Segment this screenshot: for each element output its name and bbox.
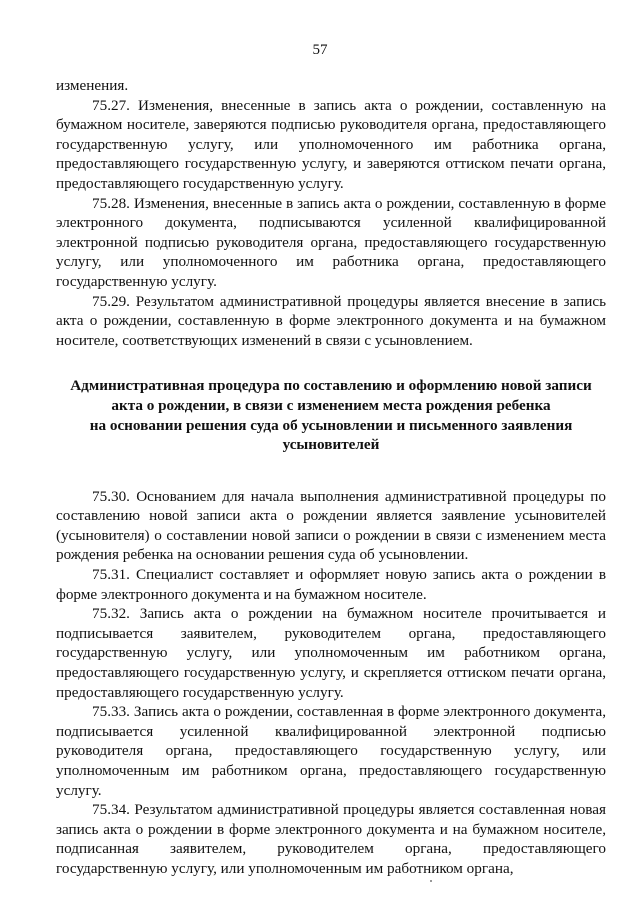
top-paragraphs: [56, 76, 606, 350]
paragraph-p1: 75.27. Изменения, внесенные в запись акта о рождении, составленную на бумажном носителе, заверяются подписью руководителя органа, предоставляющего государственную услугу, или уполномоченного им работника органа, предоставляющего государственную услугу, и заверяются оттиском печати органа, предоставляющего государственную услугу.: [56, 96, 606, 192]
scan-speck: [430, 880, 432, 882]
paragraph-p0: изменения.: [56, 77, 129, 94]
document-body: [56, 76, 606, 879]
section-heading: [56, 376, 606, 454]
paragraph-p7: 75.33. Запись акта о рождении, составленная в форме электронного документа, подписывается усиленной квалифицированной электронной подписью руководителя органа, предоставляющего государственную услугу, или уполномоченным им работником органа, предоставляющего государственную услугу.: [56, 703, 606, 799]
heading-line: усыновителей: [282, 436, 380, 454]
paragraph-p4: 75.30. Основанием для начала выполнения административной процедуры по составлению новой записи акта о рождении является заявление усыновителей (усыновителя) о составлении новой записи о рождении в связи с изменением места рождения ребенка на основании решения суда об усыновлении.: [56, 487, 606, 564]
paragraph-p3: 75.29. Результатом административной процедуры является внесение в запись акта о рождении, составленную в форме электронного документа и на бумажном носителе, соответствующих изменений в связи с усыновлением.: [56, 292, 606, 349]
paragraph-p6: 75.32. Запись акта о рождении на бумажном носителе прочитывается и подписывается заявителем, руководителем органа, предоставляющего государственную услугу, или уполномоченным им работником органа, предоставляющего государственную услугу, и скрепляется оттиском печати органа, предоставляющего государственную услугу.: [56, 605, 606, 701]
page-number: 57: [312, 42, 328, 58]
heading-line: акта о рождении, в связи с изменением места рождения ребенка: [111, 396, 551, 414]
heading-line: на основании решения суда об усыновлении и письменного заявления: [89, 416, 573, 434]
heading-line: Административная процедура по составлению и оформлению новой записи: [70, 377, 592, 395]
paragraph-p8: 75.34. Результатом административной процедуры является составленная новая запись акта о рождении в форме электронного документа и на бумажном носителе, подписанная заявителем, руководителем органа, предоставляющего государственную услугу, или уполномоченным им работником органа,: [56, 801, 606, 877]
bottom-paragraphs: [56, 487, 606, 879]
paragraph-p5: 75.31. Специалист составляет и оформляет новую запись акта о рождении в форме электронного документа и на бумажном носителе.: [56, 566, 606, 603]
paragraph-p2: 75.28. Изменения, внесенные в запись акта о рождении, составленную в форме электронного документа, подписываются усиленной квалифицированной электронной подписью руководителя органа, предоставляющего государственную услугу, или уполномоченного им работника органа, предоставляющего государственную услугу.: [56, 194, 606, 290]
